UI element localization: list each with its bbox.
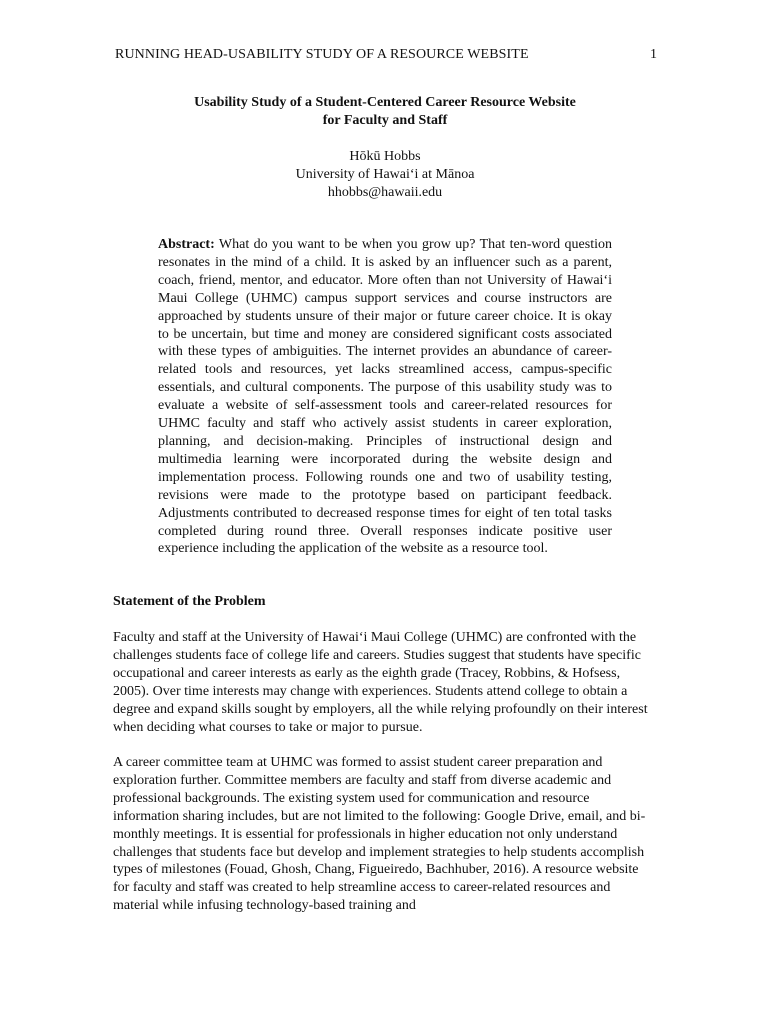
paper-title-line-2: for Faculty and Staff [322, 113, 448, 128]
body-paragraph: A career committee team at UHMC was formed to assist student career preparation and exploration further. Committee members are faculty and staff from diverse academic and professional backgrounds. The existing system used for communication and resource information sharing includes, but are not limited to the following: Google Drive, email, and bi-monthly meetings. It is essential for professionals in higher education not only understand challenges that students face but develop and implement strategies to help students accomplish types of milestones (Fouad, Ghosh, Chang, Figueiredo, Bachhuber, 2016). A resource website for faculty and staff was created to help streamline access to career-related resources and material while infusing technology-based training and [113, 755, 646, 914]
abstract-label: Abstract: [158, 237, 215, 252]
author-name: Hōkū Hobbs [349, 149, 421, 164]
author-block [0, 148, 770, 202]
title-block [0, 94, 770, 130]
abstract [158, 236, 612, 558]
author-email: hhobbs@hawaii.edu [327, 185, 443, 200]
body-paragraph: Faculty and staff at the University of Hawai‘i Maui College (UHMC) are confronted with the challenges students face of college life and careers. Studies suggest that students have specific occupational and career interests as early as the eighth grade (Tracey, Robbins, & Hofsess, 2005). Over time interests may change with experiences. Students attend college to obtain a degree and expand skills sought by employers, all the while relying profoundly on their interest when deciding what courses to take or major to pursue. [113, 630, 648, 735]
author-affiliation: University of Hawai‘i at Mānoa [295, 167, 475, 182]
running-head: RUNNING HEAD-USABILITY STUDY OF A RESOURCE WEBSITE [115, 47, 529, 62]
page-number: 1 [650, 47, 657, 62]
section-heading: Statement of the Problem [113, 594, 266, 609]
abstract-text: What do you want to be when you grow up? That ten-word question resonates in the mind of a child. It is asked by an influencer such as a parent, coach, friend, mentor, and educator. More often than not University of Hawai‘i Maui College (UHMC) campus support services and course instructors are approached by students unsure of their major or future career choice. It is okay to be uncertain, but time and money are considered significant costs associated with these types of ambiguities. The internet provides an abundance of career-related tools and resources, yet lacks streamlined access, campus-specific essentials, and cultural components. The purpose of this usability study was to evaluate a website of self-assessment tools and career-related resources for UHMC faculty and staff who actively assist students in career exploration, planning, and decision-making. Principles of instructional design and multimedia learning were incorporated during the website design and implementation process. Following rounds one and two of usability testing, revisions were made to the prototype based on participant feedback. Adjustments contributed to decreased response times for eight of ten total tasks completed during round three. Overall responses indicate positive user experience including the application of the website as a resource tool. [158, 237, 612, 557]
paper-title-line-1: Usability Study of a Student-Centered Career Resource Website [194, 95, 576, 110]
